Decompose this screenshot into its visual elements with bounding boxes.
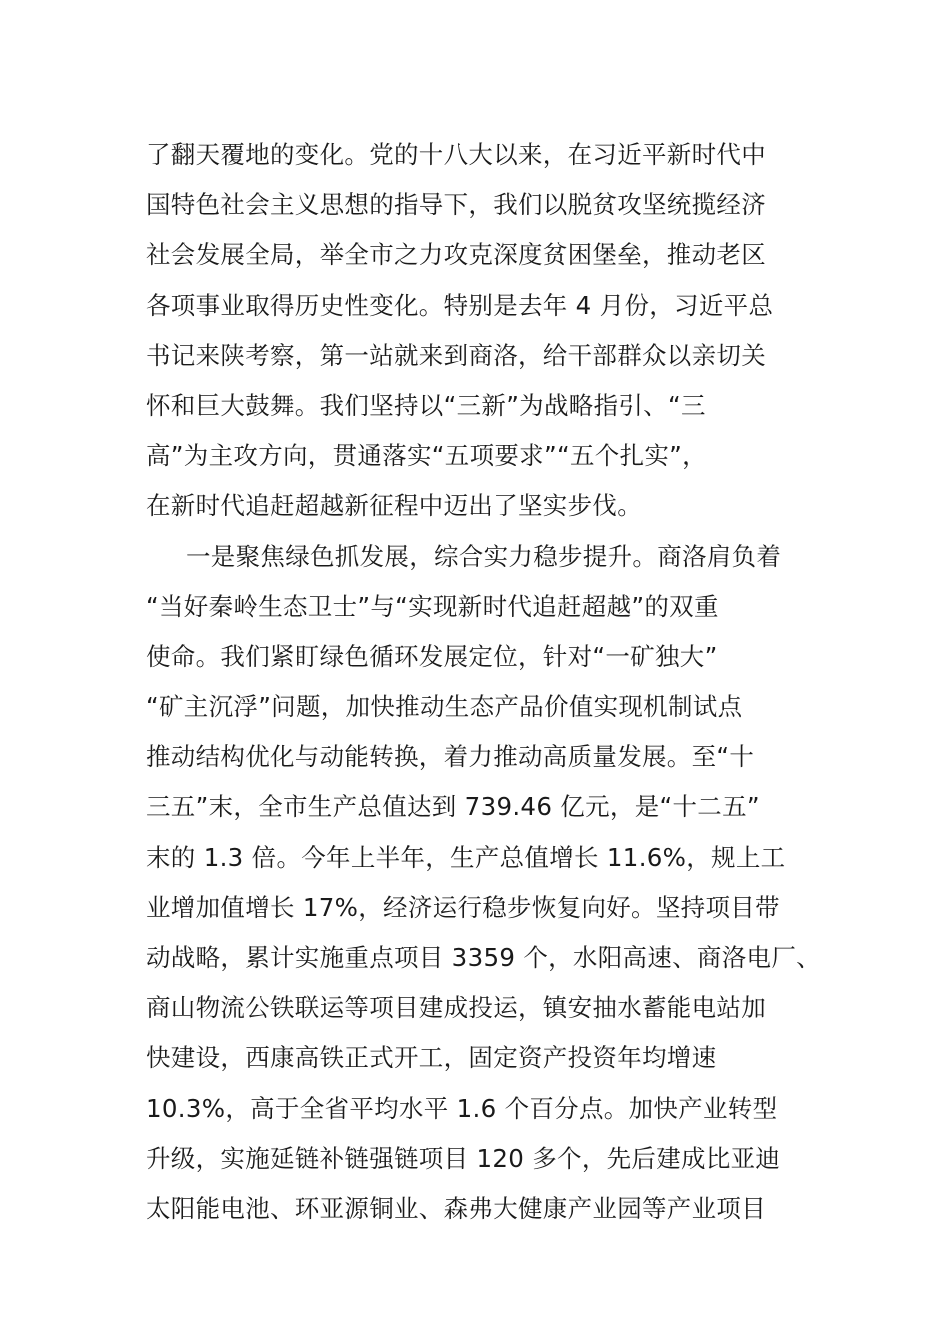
text-line: 国特色社会主义思想的指导下，我们以脱贫攻坚统揽经济 [146, 190, 766, 220]
text-line: 升级，实施延链补链强链项目 120 多个，先后建成比亚迪 [146, 1143, 781, 1173]
paragraph-first-line: 一是聚焦绿色抓发展，综合实力稳步提升。商洛肩负着 [186, 541, 782, 571]
text-line: 使命。我们紧盯绿色循环发展定位，针对“一矿独大” [146, 641, 718, 671]
text-line: 怀和巨大鼓舞。我们坚持以“三新”为战略指引、“三 [146, 390, 706, 420]
text-line: 太阳能电池、环亚源铜业、森弗大健康产业园等产业项目 [146, 1193, 766, 1223]
text-line: 高”为主攻方向，贯通落实“五项要求”“五个扎实”， [146, 441, 707, 471]
text-line: 社会发展全局，举全市之力攻克深度贫困堡垒，推动老区 [146, 240, 766, 270]
text-line: 三五”末，全市生产总值达到 739.46 亿元，是“十二五” [146, 792, 760, 822]
text-line: 书记来陕考察，第一站就来到商洛，给干部群众以亲切关 [146, 340, 766, 370]
text-line: 快建设，西康高铁正式开工，固定资产投资年均增速 [146, 1043, 717, 1073]
body-text [146, 130, 826, 1234]
text-line: “当好秦岭生态卫士”与“实现新时代追赶超越”的双重 [146, 591, 719, 621]
text-line: 商山物流公铁联运等项目建成投运，镇安抽水蓄能电站加 [146, 993, 766, 1023]
text-line: 推动结构优化与动能转换，着力推动高质量发展。至“十 [146, 742, 755, 772]
text-line: “矿主沉浮”问题，加快推动生态产品价值实现机制试点 [146, 692, 743, 722]
text-line: 动战略，累计实施重点项目 3359 个，水阳高速、商洛电厂、 [146, 943, 821, 972]
text-line: 各项事业取得历史性变化。特别是去年 4 月份，习近平总 [146, 290, 774, 320]
text-line: 在新时代追赶超越新征程中迈出了坚实步伐。 [146, 491, 642, 521]
text-line: 末的 1.3 倍。今年上半年，生产总值增长 11.6%，规上工 [146, 842, 786, 872]
text-line: 10.3%，高于全省平均水平 1.6 个百分点。加快产业转型 [146, 1093, 778, 1123]
text-line: 了翻天覆地的变化。党的十八大以来，在习近平新时代中 [146, 140, 766, 169]
text-line: 业增加值增长 17%，经济运行稳步恢复向好。坚持项目带 [146, 892, 780, 922]
